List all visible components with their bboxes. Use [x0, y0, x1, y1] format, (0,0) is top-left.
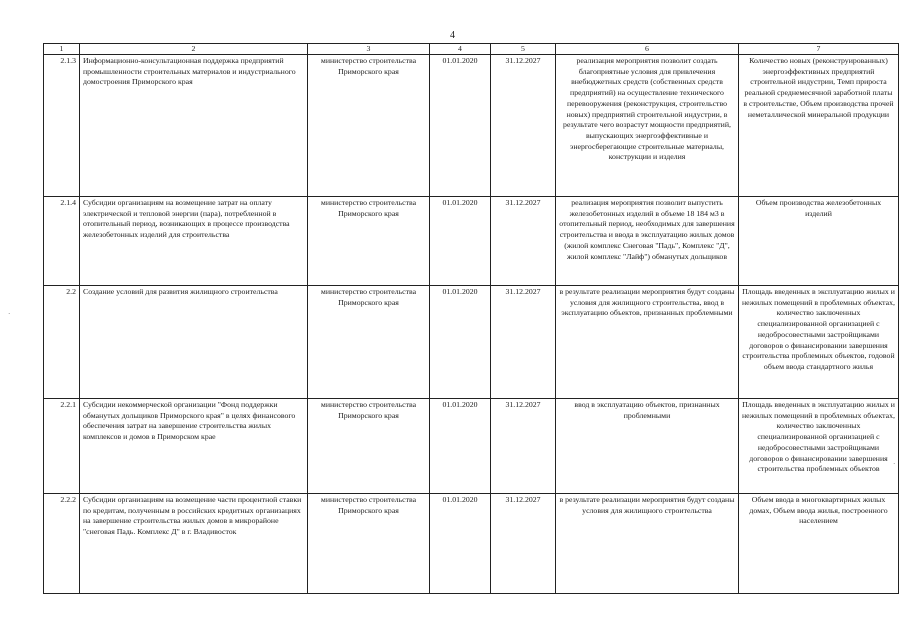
end-date: 31.12.2027 — [491, 494, 556, 594]
row-number: 2.2 — [44, 286, 80, 399]
measure-name: Субсидии некоммерческой организации "Фонд поддержки обманутых дольщиков Приморского края" в целях финансового обеспечения затрат на завершение строительства жилых комплексов и домов в Приморском крае — [80, 399, 308, 494]
start-date: 01.01.2020 — [430, 55, 491, 197]
expected-result: в результате реализации мероприятия будут созданы условия для жилищного строительства, ввод в эксплуатацию объектов, признанных проблемными — [556, 286, 739, 399]
row-number: 2.1.3 — [44, 55, 80, 197]
table-row — [44, 197, 899, 286]
column-header-5: 5 — [491, 44, 556, 55]
measure-name: Субсидии организациям на возмещение части процентной ставки по кредитам, полученным в российских кредитных организациях на завершение строительства жилых домов в микрорайоне "снеговая Падь. Комплекс Д" в г. Владивосток — [80, 494, 308, 594]
indicators: Площадь введенных в эксплуатацию жилых и нежилых помещений в проблемных объектах, количество заключенных специализированной организацией с недобросовестными застройщиками договоров о финансировании завершения строительства проблемных объектов, годовой объем ввода стандартного жилья — [739, 286, 899, 399]
start-date: 01.01.2020 — [430, 399, 491, 494]
table-row — [44, 399, 899, 494]
table-row — [44, 286, 899, 399]
row-number: 2.2.1 — [44, 399, 80, 494]
row-number: 2.2.2 — [44, 494, 80, 594]
column-header-3: 3 — [308, 44, 430, 55]
table-row — [44, 494, 899, 594]
expected-result: реализация мероприятия позволит выпустить железобетонных изделий в объеме 18 184 м3 в отопительный период, необходимых для завершения строительства и ввода в эксплуатацию жилых домов (жилой комплекс Снеговая "Падь", Комплекс "Д", жилой комплекс "Лайф") обманутых дольщиков — [556, 197, 739, 286]
table-row — [44, 55, 899, 197]
column-header-7: 7 — [739, 44, 899, 55]
expected-result: ввод в эксплуатацию объектов, признанных проблемными — [556, 399, 739, 494]
indicators: Площадь введенных в эксплуатацию жилых и нежилых помещений в проблемных объектах, количество заключенных специализированной организацией с недобросовестными застройщиками договоров о финансировании завершения строительства проблемных объектов — [739, 399, 899, 494]
indicators: Объем ввода в многоквартирных жилых домах, Объем ввода жилья, построенного населением — [739, 494, 899, 594]
column-header-1: 1 — [44, 44, 80, 55]
row-number: 2.1.4 — [44, 197, 80, 286]
measures-table — [43, 43, 899, 594]
executor: министерство строительства Приморского края — [308, 399, 430, 494]
start-date: 01.01.2020 — [430, 494, 491, 594]
end-date: 31.12.2027 — [491, 55, 556, 197]
measure-name: Создание условий для развития жилищного строительства — [80, 286, 308, 399]
start-date: 01.01.2020 — [430, 286, 491, 399]
start-date: 01.01.2020 — [430, 197, 491, 286]
executor: министерство строительства Приморского края — [308, 55, 430, 197]
indicators: Объем производства железобетонных изделий — [739, 197, 899, 286]
header-row — [44, 44, 899, 55]
page-number: 4 — [450, 30, 455, 41]
scan-dot: · — [8, 310, 11, 318]
measure-name: Субсидии организациям на возмещение затрат на оплату электрической и тепловой энергии (пара), потребленной в отопительный период, возникающих в процессе производства железобетонных изделий для строительства — [80, 197, 308, 286]
column-header-6: 6 — [556, 44, 739, 55]
end-date: 31.12.2027 — [491, 197, 556, 286]
executor: министерство строительства Приморского края — [308, 197, 430, 286]
indicators: Количество новых (реконструированных) энергоэффективных предприятий строительной индустрии, Темп прироста реальной среднемесячной заработной платы в строительстве, Объем производства прочей неметаллической минеральной продукции — [739, 55, 899, 197]
executor: министерство строительства Приморского края — [308, 494, 430, 594]
scan-dot: · — [893, 460, 896, 468]
end-date: 31.12.2027 — [491, 399, 556, 494]
expected-result: реализация мероприятия позволит создать благоприятные условия для привлечения внебюджетных средств (собственных средств предприятий) на осуществление технического перевооружения (реконструкция, строительство новых) предприятий строительной индустрии, в результате чего возрастут мощности предприятий, выпускающих энергоэффективные и энергосберегающие строительные материалы, конструкции и изделия — [556, 55, 739, 197]
column-header-2: 2 — [80, 44, 308, 55]
measure-name: Информационно-консультационная поддержка предприятий промышленности строительных материалов и индустриального домостроения Приморского края — [80, 55, 308, 197]
expected-result: в результате реализации мероприятия будут созданы условия для жилищного строительства — [556, 494, 739, 594]
column-header-4: 4 — [430, 44, 491, 55]
end-date: 31.12.2027 — [491, 286, 556, 399]
executor: министерство строительства Приморского края — [308, 286, 430, 399]
